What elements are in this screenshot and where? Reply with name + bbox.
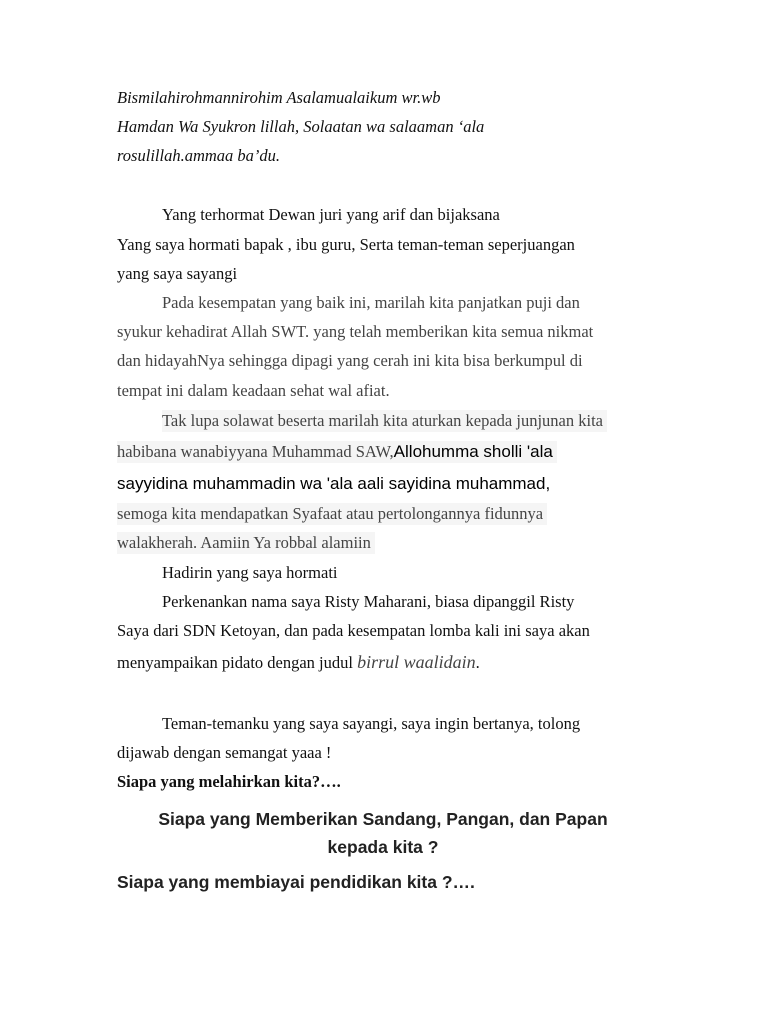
questions-line-2: dijawab dengan semangat yaaa ! xyxy=(117,743,332,762)
sholawat-line-3: sayyidina muhammadin wa 'ala aali sayidina muhammad, xyxy=(117,474,551,493)
question-1: Siapa yang melahirkan kita?…. xyxy=(117,772,341,791)
sholawat-line-2-arabic: Allohumma sholli 'ala xyxy=(393,442,553,461)
intro-line-4-suffix: . xyxy=(475,653,480,672)
opening-line-3: rosulillah.ammaa ba’du. xyxy=(117,146,281,165)
sholawat-line-2-serif: habibana wanabiyyana Muhammad SAW, xyxy=(117,442,394,461)
opening-line-1: Bismilahirohmannirohim Asalamualaikum wr.wb xyxy=(117,88,441,107)
intro-line-4 xyxy=(117,651,480,674)
question-2-line-2: kepada kita ? xyxy=(327,837,439,857)
speech-title: birrul waalidain xyxy=(357,652,476,672)
gratitude-line-4: tempat ini dalam keadaan sehat wal afiat. xyxy=(117,381,390,400)
sholawat-line-5: walakherah. Aamiin Ya robbal alamiin xyxy=(117,532,375,554)
greeting-line-3: yang saya sayangi xyxy=(117,264,238,283)
intro-line-3: Saya dari SDN Ketoyan, dan pada kesempatan lomba kali ini saya akan xyxy=(117,621,590,640)
greeting-line-1: Yang terhormat Dewan juri yang arif dan bijaksana xyxy=(162,205,500,224)
greeting-line-2: Yang saya hormati bapak , ibu guru, Serta teman-teman seperjuangan xyxy=(117,235,575,254)
question-3: Siapa yang membiayai pendidikan kita ?…. xyxy=(117,872,475,892)
sholawat-line-2 xyxy=(117,441,557,463)
intro-line-2: Perkenankan nama saya Risty Maharani, biasa dipanggil Risty xyxy=(162,592,575,611)
gratitude-line-2: syukur kehadirat Allah SWT. yang telah memberikan kita semua nikmat xyxy=(117,322,594,341)
questions-line-1: Teman-temanku yang saya sayangi, saya ingin bertanya, tolong xyxy=(162,714,581,733)
sholawat-line-4: semoga kita mendapatkan Syafaat atau pertolongannya fidunnya xyxy=(117,503,547,525)
question-2-line-1: Siapa yang Memberikan Sandang, Pangan, dan Papan xyxy=(158,809,608,829)
gratitude-line-3: dan hidayahNya sehingga dipagi yang cerah ini kita bisa berkumpul di xyxy=(117,351,583,370)
opening-line-2: Hamdan Wa Syukron lillah, Solaatan wa salaaman ‘ala xyxy=(117,117,485,136)
sholawat-line-1: Tak lupa solawat beserta marilah kita aturkan kepada junjunan kita xyxy=(162,410,607,432)
intro-line-4-prefix: menyampaikan pidato dengan judul xyxy=(117,653,358,672)
intro-line-1: Hadirin yang saya hormati xyxy=(162,563,338,582)
gratitude-line-1: Pada kesempatan yang baik ini, marilah kita panjatkan puji dan xyxy=(162,293,580,312)
